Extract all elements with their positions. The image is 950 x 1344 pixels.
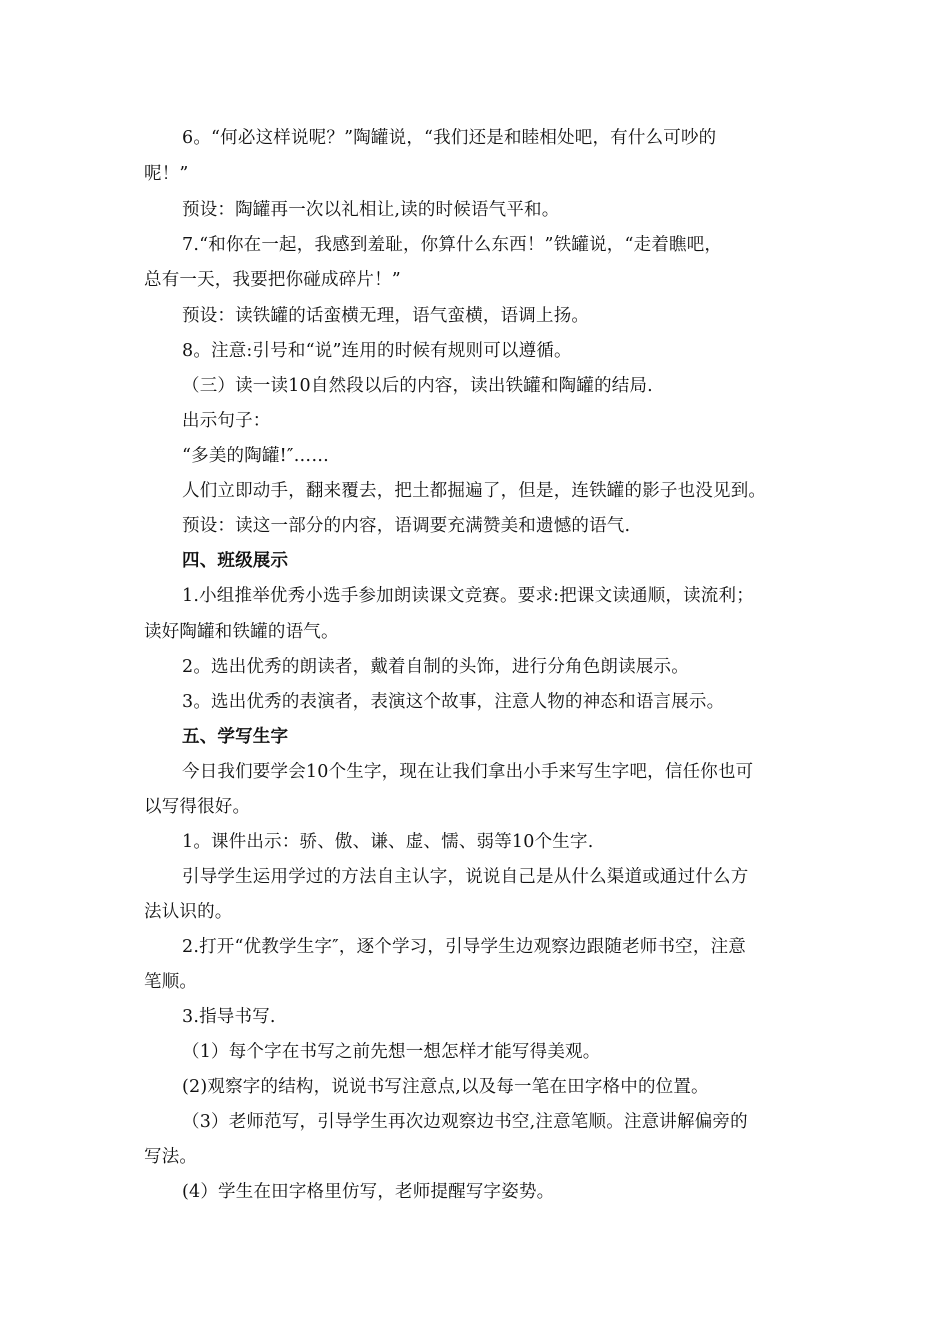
text-line-4: 7.“和你在一起，我感到羞耻，你算什么东西！”铁罐说，“走着瞧吧， [182,235,723,255]
text-line-9: 出示句子： [182,411,271,431]
text-line-6: 预设：读铁罐的话蛮横无理，语气蛮横，语调上扬。 [182,306,590,326]
text-line-26: 3.指导书写. [182,1007,276,1027]
section-heading-4: 四、班级展示 [182,551,289,571]
text-line-29: （3）老师范写，引导学生再次边观察边书空,注意笔顺。注意讲解偏旁的 [182,1112,748,1132]
text-line-2: 呢！” [144,164,189,184]
section-heading-5: 五、学写生字 [182,727,289,747]
text-line-19: 今日我们要学会10个生字，现在让我们拿出小手来写生字吧，信任你也可 [182,762,754,782]
text-line-22: 引导学生运用学过的方法自主认字，说说自己是从什么渠道或通过什么方 [182,867,749,887]
text-line-27: （1）每个字在书写之前先想一想怎样才能写得美观。 [182,1042,601,1062]
text-line-31: (4）学生在田字格里仿写，老师提醒写字姿势。 [182,1182,555,1202]
text-line-11: 人们立即动手，翻来覆去，把土都掘遍了，但是，连铁罐的影子也没见到。 [182,481,767,501]
text-line-12: 预设：读这一部分的内容，语调要充满赞美和遗憾的语气. [182,516,631,536]
text-line-8: （三）读一读10自然段以后的内容，读出铁罐和陶罐的结局. [182,376,653,396]
text-line-10: “多美的陶罐!″…… [182,446,330,466]
text-line-21: 1。课件出示：骄、傲、谦、虚、懦、弱等10个生字. [182,832,594,852]
text-line-14: 1.小组推举优秀小选手参加朗读课文竞赛。要求:把课文读通顺，读流利； [182,586,754,606]
text-line-5: 总有一天，我要把你碰成碎片！” [144,270,401,290]
text-line-25: 笔顺。 [144,972,198,992]
text-line-16: 2。选出优秀的朗读者，戴着自制的头饰，进行分角色朗读展示。 [182,657,689,677]
text-line-24: 2.打开“优教学生字″，逐个学习，引导学生边观察边跟随老师书空，注意 [182,937,746,957]
text-line-7: 8。注意:引号和“说”连用的时候有规则可以遵循。 [182,341,572,361]
text-line-28: (2)观察字的结构，说说书写注意点,以及每一笔在田字格中的位置。 [182,1077,709,1097]
text-line-23: 法认识的。 [144,902,233,922]
text-line-20: 以写得很好。 [144,797,251,817]
text-line-17: 3。选出优秀的表演者，表演这个故事，注意人物的神态和语言展示。 [182,692,725,712]
text-line-15: 读好陶罐和铁罐的语气。 [144,622,339,642]
text-line-3: 预设：陶罐再一次以礼相让,读的时候语气平和。 [182,200,560,220]
text-line-30: 写法。 [144,1147,198,1167]
text-line-1: 6。“何必这样说呢？”陶罐说，“我们还是和睦相处吧，有什么可吵的 [182,128,717,148]
